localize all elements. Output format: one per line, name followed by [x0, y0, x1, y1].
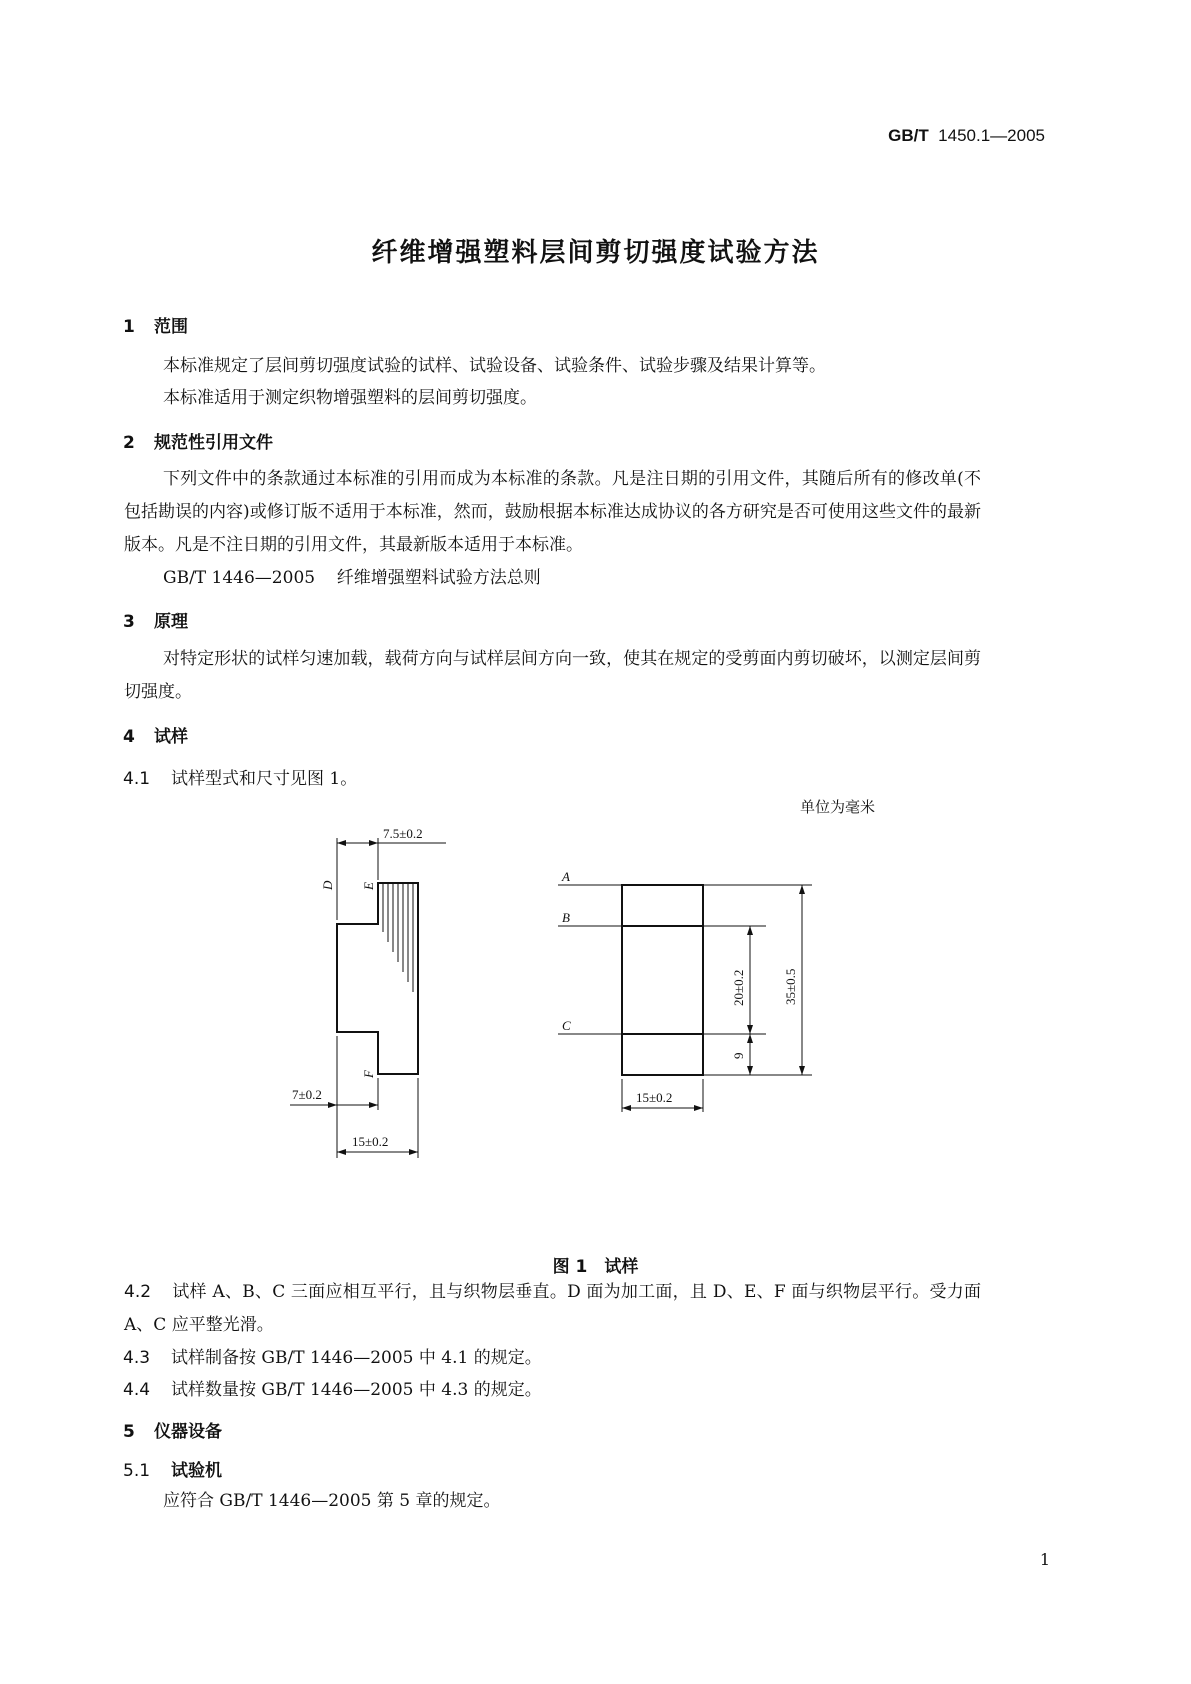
clause-5-1-text: 应符合 GB/T 1446—2005 第 5 章的规定。: [163, 1491, 501, 1511]
unit-note: 单位为毫米: [800, 798, 876, 816]
section-4-heading: 4 试样: [123, 727, 188, 747]
clause-4-1: 4.1 试样型式和尺寸见图 1。: [123, 769, 358, 789]
clause-4-3: 4.3 试样制备按 GB/T 1446—2005 中 4.1 的规定。: [123, 1348, 542, 1368]
hatch-lines: [383, 883, 413, 992]
label-d: D: [320, 880, 335, 890]
label-c: C: [562, 1018, 571, 1033]
dim-right-width: 15±0.2: [636, 1090, 673, 1105]
label-f: F: [361, 1070, 376, 1078]
ref-code: GB/T 1446—2005: [163, 568, 316, 588]
section-1-para-2: 本标准适用于测定织物增强塑料的层间剪切强度。: [163, 388, 537, 408]
clause-4-2: 4.2 试样 A、B、C 三面应相互平行，且与织物层垂直。D 面为加工面，且 D、E、F 面与织物层平行。受力面 A、C 应平整光滑。: [124, 1282, 981, 1335]
dim-total-width: 15±0.2: [352, 1134, 389, 1149]
ref-title: 纤维增强塑料试验方法总则: [336, 568, 541, 588]
section-2-para-1: 下列文件中的条款通过本标准的引用而成为本标准的条款。凡是注日期的引用文件，其随后所有的修改单(不包括勘误的内容)或修订版不适用于本标准，然而，鼓励根据本标准达成协议的各方研究是否可使用这些文件的最新版本。凡是不注日期的引用文件，其最新版本适用于本标准。: [124, 469, 981, 555]
label-e: E: [361, 882, 376, 890]
dim-total-height: 35±0.5: [783, 968, 798, 1005]
standard-code: GB/T 1450.1—2005: [888, 126, 1045, 145]
figure-caption: 图 1 试样: [552, 1257, 639, 1277]
document-title: 纤维增强塑料层间剪切强度试验方法: [371, 238, 820, 268]
left-specimen-outline: [337, 883, 418, 1074]
dim-top-width: 7.5±0.2: [383, 826, 423, 841]
clause-4-4: 4.4 试样数量按 GB/T 1446—2005 中 4.3 的规定。: [123, 1380, 542, 1400]
dim-low-height: 9: [731, 1052, 746, 1059]
section-1-para-1: 本标准规定了层间剪切强度试验的试样、试验设备、试验条件、试验步骤及结果计算等。: [163, 356, 826, 376]
section-5-heading: 5 仪器设备: [123, 1422, 222, 1442]
dim-mid-height: 20±0.2: [731, 969, 746, 1006]
label-a: A: [562, 869, 570, 884]
clause-5-1-heading: 5.1 试验机: [123, 1461, 222, 1481]
page-number: 1: [1039, 1550, 1050, 1569]
dim-left-width: 7±0.2: [292, 1087, 322, 1102]
plane-leader-lines: [558, 885, 622, 1034]
section-3-heading: 3 原理: [123, 612, 188, 632]
section-2-heading: 2 规范性引用文件: [123, 433, 273, 453]
right-specimen-outline: [622, 885, 703, 1075]
section-1-heading: 1 范围: [123, 317, 188, 337]
label-b: B: [562, 910, 570, 925]
section-3-para-1: 对特定形状的试样匀速加载，载荷方向与试样层间方向一致，使其在规定的受剪面内剪切破坏，以测定层间剪切强度。: [124, 649, 981, 702]
